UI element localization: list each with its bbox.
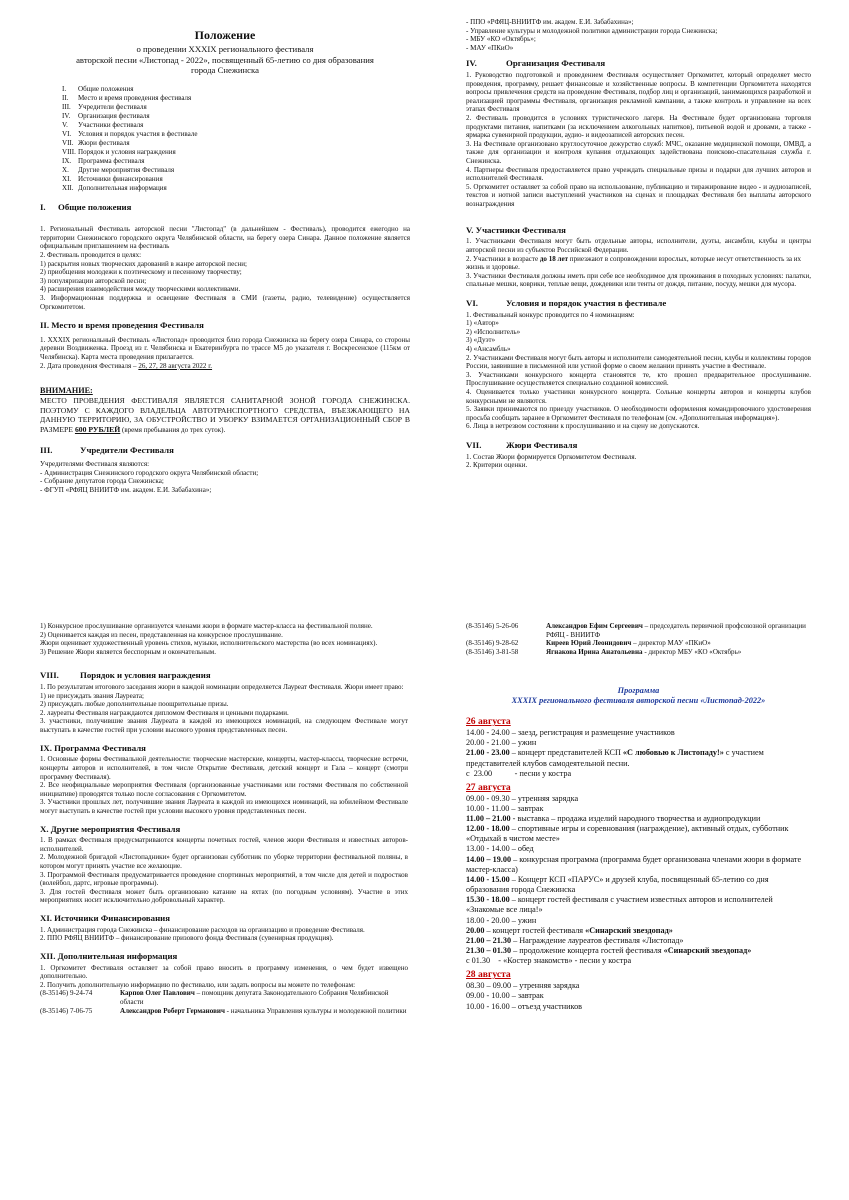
paragraph: 2) присуждать любые дополнительные поощрительные призы. [40,700,229,709]
toc-item: XI. Источники финансирования [62,175,163,184]
section-heading: VII. Жюри Фестиваля [466,439,578,450]
program-day-heading: 28 августа [466,969,511,981]
section-heading: IV. Организация Фестиваля [466,58,606,69]
paragraph: 2. Получить дополнительную информацию по фестивалю, или задать вопросы вы можете по телефонам: [40,980,356,989]
warning-heading: ВНИМАНИЕ: [40,386,93,396]
contact-entry: (8-35146) 9-28-62 Киреев Юрий Леонидович – директор МАУ «ПКиО» [466,639,711,648]
paragraph: 1) Конкурсное прослушивание организуется членами жюри в формате мастер-класса на фестивальной поляне. [40,622,373,630]
section-heading: XI. Источники Финансирования [40,913,170,923]
section-heading: III. Учредители Фестиваля [40,444,174,455]
contact-phone: (8-35146) 3-81-58 [466,647,519,656]
paragraph: - Собрание депутатов города Снежинска; [40,477,164,486]
fee-amount: 600 РУБЛЕЙ [74,424,121,434]
program-item: 21.30 – 01.30 – продолжение концерта гостей фестиваля «Синарский звездопад» [466,946,752,956]
program-item: 10.00 - 11.00 – завтрак [466,803,544,813]
paragraph: 3. Участники прошлых лет, получившие звания Лауреата в каждой из имеющихся номинаций, на юбилейном Фестивале могут выступать в качестве гостей при условии высокого уровня представленных песен. [40,798,408,815]
paragraph: - ФГУП «РФЯЦ ВНИИТФ им. академ. Е.И. Забабахина»; [40,486,212,494]
paragraph: 2. Фестиваль проводится в условиях туристического лагеря. На Фестивале будет организована торговля продуктами питания, напитками (за исключением алкогольных напитков), питьевой водой и дровами, а также - ярмарка сувенирной продукции, аудио- и видеозаписей авторских песен. [466,114,811,140]
program-item: 08.30 – 09.00 – утренняя зарядка [466,981,580,991]
program-day-heading: 26 августа [466,716,511,728]
paragraph: 1. Администрация города Снежинска – финансирование расходов на организацию и проведение Фестиваля. [40,925,365,934]
toc-item: IV. Организация фестиваля [62,112,150,121]
section-heading: XII. Дополнительная информация [40,950,178,961]
program-item: с 23.00 - песни у костра [466,768,572,778]
paragraph: 2. Участниками Фестиваля могут быть авторы и исполнители самодеятельной песни, клубы и коллективы городов России, заявившие в письменной или устной форме о своем желании принять участие в Фестивале. [466,353,811,371]
toc-item: X. Другие мероприятия Фестиваля [62,166,175,175]
document-subtitle-line: города Снежинска [191,65,259,76]
toc-item: VII. Жюри фестиваля [62,139,130,148]
paragraph: - Управление культуры и молодежной политики администрации города Снежинска; [466,26,718,35]
toc-item: IX. Программа фестиваля [62,157,145,166]
program-item: 21.00 - 23.00 – концерт представителей КСП «С любовью к Листопаду!» с участием представителей клубов самодеятельной песни. [466,748,764,768]
contact-entry: (8-35146) 5-26-06 Александров Ефим Сергеевич – председатель первичной профсоюзной организации РФЯЦ - ВНИИТФ [466,622,806,639]
paragraph: 1. По результатам итогового заседания жюри в каждой номинации определяется Лауреат Фестиваля. Жюри имеет право: [40,683,404,692]
paragraph: 1) раскрытия новых творческих дарований в жанре авторской песни; [40,259,248,268]
paragraph: 1. В рамках Фестиваля предусматриваются концерты почетных гостей, членов жюри Фестиваля и известных авторов-исполнителей. [40,836,408,853]
paragraph: 3. Информационная поддержка и освещение Фестиваля в СМИ (газеты, радио, телевидение) осуществляется Оргкомитетом. [40,293,410,311]
page-top-right [466,18,811,470]
program-item: 20.00 - 21.00 – ужин [466,738,537,748]
paragraph: 3) Решение Жюри является бесспорным и окончательным. [40,647,217,656]
paragraph: 4) расширения взаимодействия между творческими коллективами. [40,285,241,294]
paragraph: 1. Региональный Фестиваль авторской песни "Листопад" (в дальнейшем - Фестиваль), проводится ежегодно на территории Снежинского городского округа Челябинской области, на берегу озера Синара. Данное положение является официальным приглашением на фестиваль [40,225,410,251]
paragraph: 1. Оргкомитет Фестиваля оставляет за собой право вносить в программу изменения, о чем будет извещено дополнительно. [40,963,408,981]
program-item: 09.00 - 10.00 – завтрак [466,991,544,1001]
paragraph: - МАУ «ПКиО» [466,43,514,52]
contact-phone: (8-35146) 7-06-75 [40,1006,93,1015]
paragraph: - МБУ «КО «Октябрь»; [466,35,536,44]
paragraph: 2) Оценивается каждая из песен, представленная на конкурсное прослушивание. [40,630,283,639]
paragraph: 2) «Исполнитель» [466,327,521,336]
page-top-left [40,28,410,495]
paragraph: 3) популяризации авторской песни; [40,276,147,285]
paragraph: 1. Участниками Фестиваля могут быть отдельные авторы, исполнители, дуэты, ансамбли, клубы и центры авторской песни из субъектов Российской Федерации. [466,237,811,254]
contact-entry: (8-35146) 3-81-58 Ягнакова Ирина Анатольевна - директор МБУ «КО «Октябрь» [466,647,742,656]
paragraph: 3. Для гостей Фестиваля может быть организовано катание на яхтах (по погодным условиям). Участие в этих мероприятиях носит исключительно добровольный характер. [40,887,408,905]
section-heading: IX. Программа Фестиваля [40,742,146,753]
paragraph: 4. Оценивается только участники конкурсного концерта. Сольные концерты авторов и концерты клубов конкурсными не являются. [466,387,811,405]
document-title: Положение [194,28,256,42]
program-item: 14.00 - 24.00 – заезд, регистрация и размещение участников [466,727,675,737]
paragraph: 1. Состав Жюри формируется Оргкомитетом Фестиваля. [466,452,637,461]
paragraph: 2. Дата проведения Фестиваля – 26, 27, 28 августа 2022 г. [40,361,213,370]
toc-item: I. Общие положения [62,85,134,94]
contact-name: Александров Роберт Германович [120,1006,225,1015]
paragraph: 3. Участники Фестиваля должны иметь при себе все необходимое для проживания в походных условиях: палатки, спальные мешки, коврики, теплые вещи, дождевики или тенты от дождя, питание, посуду, мешки для мусора. [466,271,811,289]
toc-item: VI. Условия и порядок участия в фестивале [62,130,198,139]
paragraph: 1) не присуждать звания Лауреата; [40,691,144,700]
program-subtitle: XXXIX регионального фестиваля авторской песни «Листопад-2022» [511,696,766,706]
paragraph: 2) приобщения молодежи к поэтическому и песенному творчеству; [40,268,242,277]
paragraph: 2. Критерии оценки. [466,461,528,470]
toc-item: V. Участники фестиваля [62,121,144,130]
program-item: 18.00 - 20.00 – ужин [466,915,537,925]
contact-name: Карпов Олег Павлович [120,989,195,998]
paragraph: 1) «Автор» [466,319,499,328]
document-subtitle-line: о проведении XXXIX регионального фестиваля [136,43,314,54]
paragraph: 4. Партнеры Фестиваля предоставляется право учреждать специальные призы и подарки для лучших авторов и исполнителей Фестиваля. [466,165,811,183]
section-heading: VIII. Порядок и условия награждения [40,670,211,681]
program-item: 14.00 - 15.00 – Концерт КСП «ПАРУС» и друзей клуба, посвященный 65-летию со дня образования города Снежинска [466,874,769,895]
program-item: 12.00 - 18.00 – спортивные игры и соревнования (награждение), активный отдых, субботник «Отдыхай в чистом месте» [466,824,789,844]
page-bottom-right [466,622,811,1012]
program-item: 13.00 - 14.00 – обед [466,844,534,854]
paragraph: 3. На Фестивале организовано круглосуточное дежурство служб: МЧС, оказание медицинской помощи, ОМВД, а также для организации и контроля купания отдыхающих задействована поисково-спасательная служба г. Снежинска. [466,139,811,166]
program-item: 15.30 - 18.00 – концерт гостей фестиваля с участием известных авторов и исполнителей «Знакомые все лица!» [466,895,773,915]
paragraph: 6. Лица в нетрезвом состоянии к прослушиванию и на сцену не допускаются. [466,422,700,431]
paragraph: 4) «Ансамбль» [466,344,511,353]
paragraph: 1. Руководство подготовкой и проведением Фестиваля осуществляет Оргкомитет, который определяет место проведения, программу, решает финансовые и хозяйственные вопросы. В компетенции Оргкомитета находятся вопросы привлечения средств на проведение Фестиваля, подбор лиц и организаций, занимающихся разработкой и реализацией программы Фестиваля, организация рекламной кампании, а также контроль и управление на всех этапах Фестиваля [466,71,811,114]
paragraph: 5. Заявки принимаются по приезду участников. О необходимости оформления командировочного удостоверения просьба сообщать заранее в Оргкомитет Фестиваля по телефонам (см. «Дополнительная информация»). [466,405,811,422]
paragraph: - Администрация Снежинского городского округа Челябинской области; [40,468,259,477]
paragraph: 3) «Дуэт» [466,336,496,345]
paragraph: Жюри оценивает художественный уровень стихов, музыки, исполнительского мастерства (во всех номинациях). [40,639,378,648]
paragraph: 1. Основные формы Фестивальной деятельности: творческие мастерские, концерты, мастер-классы, творческие встречи, концерты авторов и исполнителей, в том числе Открытие Фестиваля, детский концерт и Гала – концерт (смотри программу Фестиваля). [40,755,408,781]
section-heading: I. Общие положения [40,202,132,213]
toc-item: XII. Дополнительная информация [62,184,167,193]
program-day-heading: 27 августа [466,781,511,793]
program-item: 11.00 – 21.00 - выставка – продажа изделий народного творчества и аудиопродукции [466,813,761,823]
page-bottom-left [40,622,408,1015]
toc-item: II. Место и время проведения фестиваля [62,94,192,103]
section-heading: V. Участники Фестиваля [466,224,566,235]
contact-phone: (8-35146) 9-28-62 [466,639,519,648]
paragraph: 1. Фестивальный конкурс проводится по 4 номинациям: [466,310,635,319]
program-item: 21.00 – 21.30 – Награждение лауреатов фестиваля «Листопад» [466,935,684,945]
section-heading: VI. Условия и порядок участия в фестивале [466,297,667,308]
contact-name: Киреев Юрий Леонидович [546,639,632,648]
toc-item: III. Учредители фестиваля [62,103,147,112]
paragraph: Учредителями Фестиваля являются: [40,460,150,469]
paragraph: 2. ППО РФЯЦ ВНИИТФ – финансирование призового фонда Фестиваля (сувенирная продукция). [40,934,334,943]
paragraph: 2. Участники в возрасте до 18 лет приезжают в сопровождении взрослых, которые несут ответственность за их жизнь и здоровье. [466,254,802,272]
document-subtitle-line: авторской песни «Листопад - 2022», посвященный 65-летию со дня образования [76,54,374,65]
paragraph: - ППО «РФЯЦ-ВНИИТФ им. академ. Е.И. Забабахина»; [466,18,634,26]
program-item: 14.00 – 19.00 – конкурсная программа (программа будет организована членами жюри в формате мастер-класса) [466,854,802,874]
table-of-contents [62,85,410,193]
program-title: Программа [617,686,660,696]
program-item: 20.00 – концерт гостей фестиваля «Синарский звездопад» [466,925,673,935]
contact-name: Ягнакова Ирина Анатольевна [546,647,643,656]
paragraph: 3. участники, получившие звания Лауреата в каждой из имеющихся номинаций, на следующем Фестивале могут выступать в качестве гостей при условии высокого уровня представленных песен. [40,717,408,735]
paragraph: 1. XXXIX региональный Фестиваль «Листопад» проводится близ города Снежинска на берегу озера Синара, со стороны деревни Воздвиженка. Проезд из г. Челябинска и Екатеринбурга по трассе М5 до указателя г. Воскресенское (115км от Челябинска). Карта места проведения прилагается. [40,335,410,361]
warning-text: МЕСТО ПРОВЕДЕНИЯ ФЕСТИВАЛЯ ЯВЛЯЕТСЯ САНИТАРНОЙ ЗОНОЙ ГОРОДА СНЕЖИНСКА. ПОЭТОМУ С КАЖДОГО ВЛАДЕЛЬЦА АВТОТРАНСПОРТНОГО СРЕДСТВА, ВЪЕЗЖАЮЩЕГО НА ДАННУЮ ТЕРРИТОРИЮ, ЗА ОБУСТРОЙСТВО И УБОРКУ ВЗИМАЕТСЯ ОРГАНИЗАЦИОННЫЙ СБОР В РАЗМЕРЕ 600 РУБЛЕЙ (время пребывания до трех суток). [40,396,410,434]
contact-phone: (8-35146) 9-24-74 [40,989,93,998]
paragraph: 5. Оргкомитет оставляет за собой право на использование, публикацию и тиражирование видео - и аудиозаписей, текстов и нотной записи выступлений участников на сценах и площадках Фестиваля без выплаты авторского вознаграждения [466,182,811,208]
festival-dates: 26, 27, 28 августа 2022 г. [138,361,213,370]
paragraph: 2. лауреаты Фестиваля награждаются дипломом Фестиваля и ценными подарками. [40,708,289,717]
contact-phone: (8-35146) 5-26-06 [466,622,519,630]
contact-entry: (8-35146) 9-24-74 Карпов Олег Павлович – помощник депутата Законодательного Собрания Челябинской области [40,989,389,1006]
paragraph: 2. Фестиваль проводится в целях: [40,250,142,259]
program-item: 09.00 - 09.30 – утренняя зарядка [466,793,579,803]
program-item: с 01.30 - «Костер знакомств» - песни у костра [466,956,632,966]
program-item: 10.00 - 16.00 – отъезд участников [466,1001,583,1011]
section-heading: II. Место и время проведения Фестиваля [40,320,204,331]
paragraph: 3. Программой Фестиваля предусматривается проведение спортивных мероприятий, в том числе для детей и подростков (волейбол, дартс, игровые программы). [40,870,408,888]
paragraph: 2. Молодежной бригадой «Листопадники» будет организован субботник по уборке территории фестивальной поляны, в котором могут принять участие все желающие. [40,853,408,871]
paragraph: 3. Участниками конкурсного концерта становятся те, кто прошел предварительное прослушивание. Прослушивание осуществляется специально созданной комиссией. [466,370,811,388]
toc-item: VIII. Порядок и условия награждения [62,148,176,157]
section-heading: X. Другие мероприятия Фестиваля [40,823,181,834]
contact-entry: (8-35146) 7-06-75 Александров Роберт Германович - начальника Управления культуры и молодежной политики [40,1006,407,1015]
contact-name: Александров Ефим Сергеевич [546,622,643,630]
paragraph: 2. Все неофициальные мероприятия Фестиваля (организованные участниками или гостями Фестиваля по собственной инициативе) проводятся только после согласования с Оргкомитетом. [40,781,408,798]
